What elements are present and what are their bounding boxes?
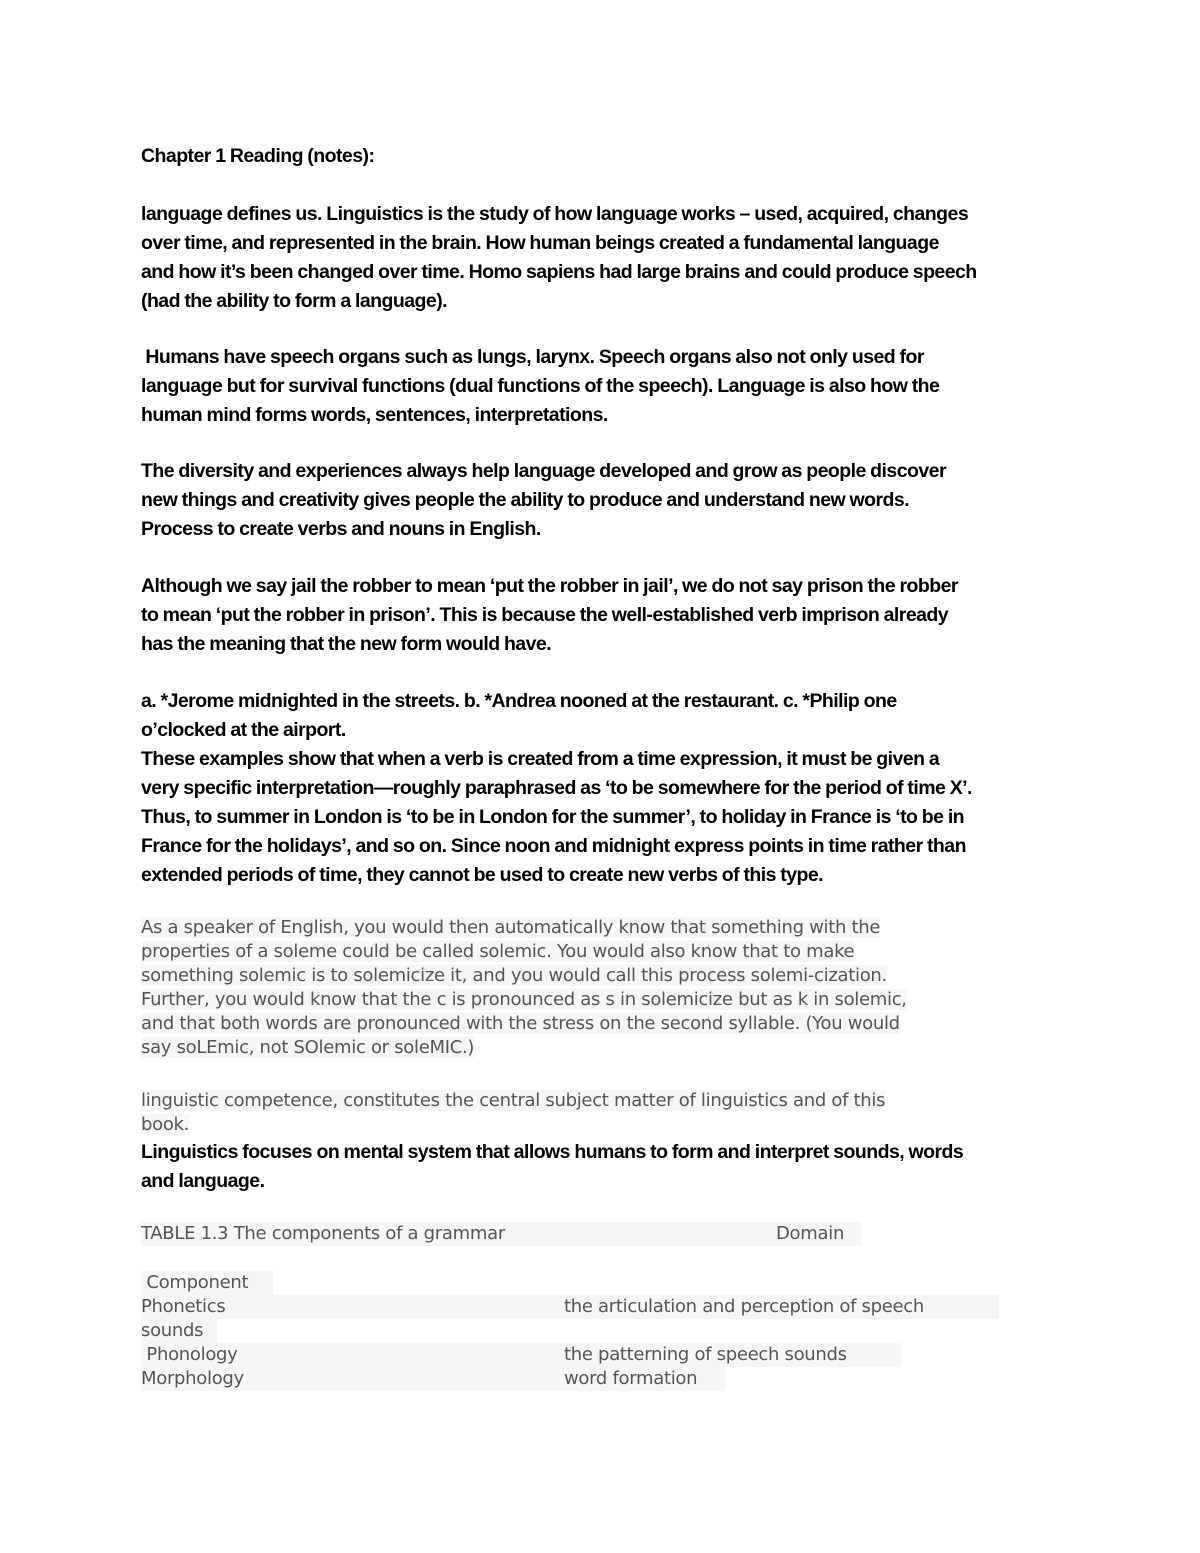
table-caption: TABLE 1.3 The components of a grammar xyxy=(141,1223,505,1244)
table-cell-component: Morphology xyxy=(141,1368,244,1389)
text-line: (had the ability to form a language). xyxy=(141,290,448,312)
text-line: book. xyxy=(141,1114,190,1135)
text-line: o’clocked at the airport. xyxy=(141,719,346,741)
text-line: Thus, to summer in London is ‘to be in London for the summer’, to holiday in France is ‘to be in xyxy=(141,806,965,828)
quoted-passage-1 xyxy=(141,916,1061,1060)
text-line: France for the holidays’, and so on. Since noon and midnight express points in time rather than xyxy=(141,835,966,857)
table-header-domain: Domain xyxy=(776,1223,845,1244)
paragraph-6 xyxy=(141,1138,1071,1196)
text-line: language but for survival functions (dual functions of the speech). Language is also how the xyxy=(141,375,940,397)
text-line: to mean ‘put the robber in prison’. This is because the well-established verb imprison already xyxy=(141,604,949,626)
table-header-component: Component xyxy=(141,1272,249,1293)
table-cell-component: Phonology xyxy=(141,1344,238,1365)
text-line: Humans have speech organs such as lungs, larynx. Speech organs also not only used for xyxy=(141,346,924,368)
text-line: and that both words are pronounced with the stress on the second syllable. (You would xyxy=(141,1013,900,1034)
paragraph-1 xyxy=(141,200,1071,316)
text-line: and language. xyxy=(141,1170,265,1192)
text-line: something solemic is to solemicize it, and you would call this process solemi-cization. xyxy=(141,965,887,986)
table-cell-component: Phonetics xyxy=(141,1296,226,1317)
text-line: language defines us. Linguistics is the study of how language works – used, acquired, changes xyxy=(141,203,969,225)
quoted-passage-2 xyxy=(141,1089,1061,1137)
text-line: Although we say jail the robber to mean ‘put the robber in jail’, we do not say prison the robber xyxy=(141,575,958,597)
paragraph-4 xyxy=(141,572,1071,659)
text-line: linguistic competence, constitutes the central subject matter of linguistics and of this xyxy=(141,1090,886,1111)
text-line: The diversity and experiences always help language developed and grow as people discover xyxy=(141,460,946,482)
text-line: a. *Jerome midnighted in the streets. b. *Andrea nooned at the restaurant. c. *Philip one xyxy=(141,690,897,712)
table-cell-component: sounds xyxy=(141,1320,204,1341)
text-line: very specific interpretation—roughly paraphrased as ‘to be somewhere for the period of time X’. xyxy=(141,777,972,799)
text-line: Process to create verbs and nouns in English. xyxy=(141,518,541,540)
text-line: human mind forms words, sentences, interpretations. xyxy=(141,404,608,426)
text-line: say soLEmic, not SOlemic or soleMIC.) xyxy=(141,1037,475,1058)
text-line: As a speaker of English, you would then automatically know that something with the xyxy=(141,917,881,938)
table-cell-domain: the articulation and perception of speech xyxy=(564,1296,925,1317)
paragraph-2 xyxy=(141,343,1071,430)
text-line: new things and creativity gives people the ability to produce and understand new words. xyxy=(141,489,910,511)
paragraph-5 xyxy=(141,687,1071,890)
text-line: extended periods of time, they cannot be used to create new verbs of this type. xyxy=(141,864,824,886)
text-line: Further, you would know that the c is pronounced as s in solemicize but as k in solemic, xyxy=(141,989,907,1010)
text-line: These examples show that when a verb is created from a time expression, it must be given a xyxy=(141,748,940,770)
text-line: Linguistics focuses on mental system that allows humans to form and interpret sounds, words xyxy=(141,1141,964,1163)
page-title xyxy=(141,142,1071,171)
text-line: has the meaning that the new form would have. xyxy=(141,633,552,655)
table-cell-domain: word formation xyxy=(564,1368,698,1389)
heading-text: Chapter 1 Reading (notes): xyxy=(141,145,375,167)
text-line: and how it’s been changed over time. Homo sapiens had large brains and could produce speech xyxy=(141,261,977,283)
text-line: over time, and represented in the brain. How human beings created a fundamental language xyxy=(141,232,939,254)
paragraph-3 xyxy=(141,457,1071,544)
text-line: properties of a soleme could be called solemic. You would also know that to make xyxy=(141,941,855,962)
table-cell-domain: the patterning of speech sounds xyxy=(564,1344,847,1365)
